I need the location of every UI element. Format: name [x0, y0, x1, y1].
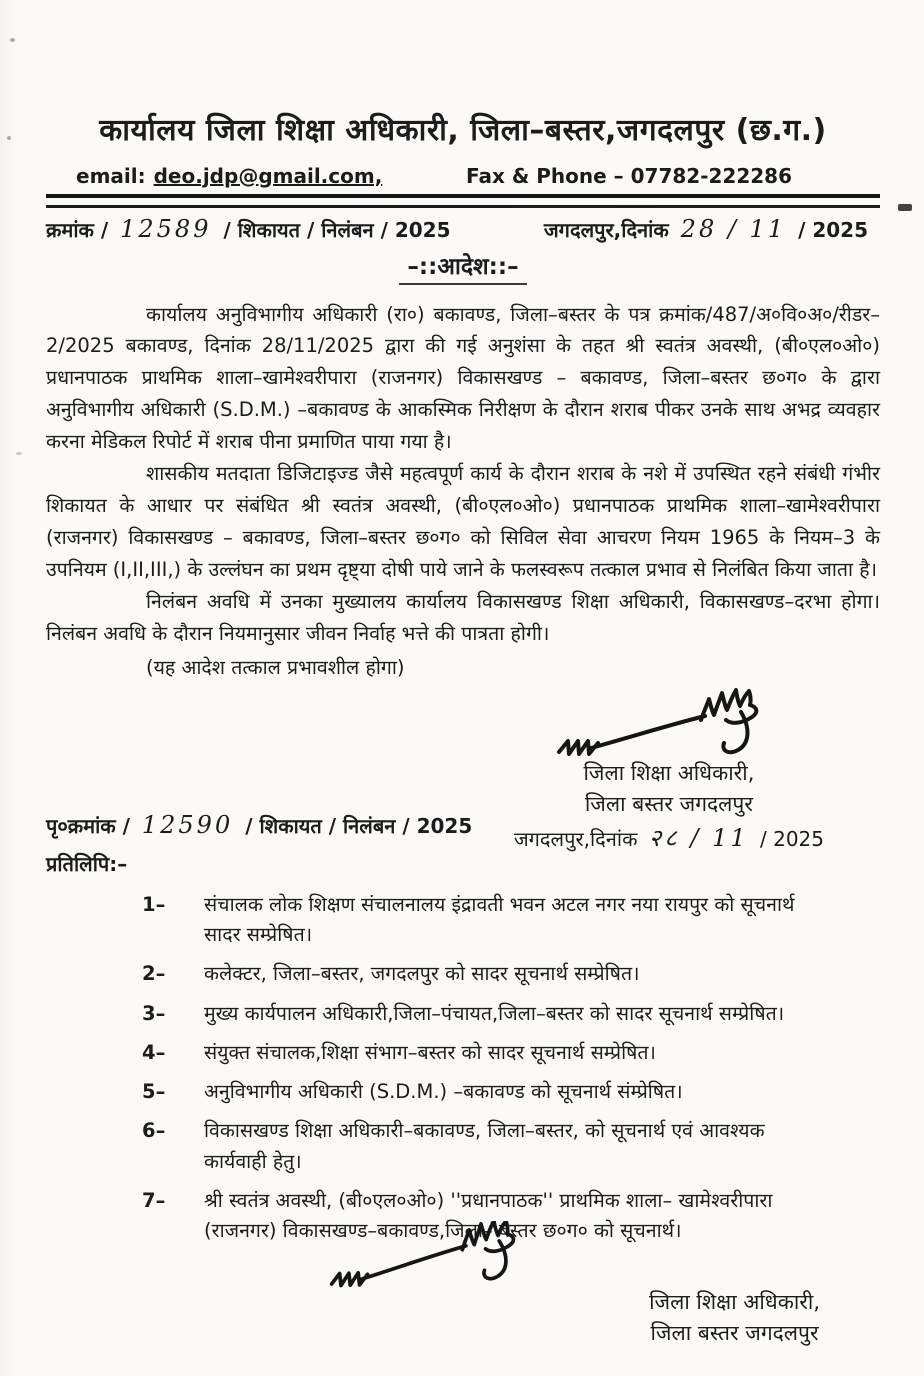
copies-label: प्रतिलिपि:–: [46, 852, 128, 876]
copy-item: [46, 1116, 880, 1176]
office-title: कार्यालय जिला शिक्षा अधिकारी, जिला–बस्तर,जगदलपुर (छ.ग.): [99, 113, 827, 148]
signatory-designation: जिला शिक्षा अधिकारी,: [649, 1290, 820, 1315]
scan-speckle: [7, 136, 11, 140]
signature-text-2: [649, 1287, 820, 1348]
date-handwritten: 28 / 11: [680, 214, 787, 243]
scan-speckle: [10, 38, 15, 42]
ref-prefix: क्रमांक /: [46, 217, 109, 242]
email-label: email:: [76, 163, 146, 188]
date-year-bottom: / 2025: [760, 827, 824, 851]
date-year: / 2025: [798, 217, 868, 242]
ref-bottom-number-handwritten: 12590: [141, 810, 234, 839]
email-line: [76, 164, 382, 188]
copy-item: [46, 890, 880, 950]
copy-item: [46, 1077, 880, 1107]
copy-item: [46, 1038, 880, 1068]
copy-item-number: 5–: [142, 1080, 166, 1104]
copy-list: [46, 890, 880, 1246]
signatory-district: जिला बस्तर जगदलपुर: [584, 791, 753, 816]
ref-bottom-block: [46, 806, 472, 880]
place-date-label-bottom: जगदलपुर,दिनांक: [513, 827, 638, 851]
ref-number-line: [46, 215, 451, 243]
order-body: [46, 299, 880, 685]
copy-item-number: 7–: [142, 1188, 166, 1212]
paragraph-2: शासकीय मतदाता डिजिटाइज्ड जैसे महत्वपूर्ण कार्य के दौरान शराब के नशे में उपस्थित रहने संबंधी गंभीर शिकायत के आधार पर संबंधित श्री स्वतंत्र अवस्थी, (बी०एल०ओ०) प्रधानपाठक प्राथमिक शाला–खामेश्वरीपारा (राजनगर) विकासखण्ड – बकावण्ड, जिला–बस्तर छ०ग० को सिविल सेवा आचरण नियम 1965 के नियम–3 के उपनियम (I,II,III,) के उल्लंघन का प्रथम दृष्ट्या दोषी पाये जाने के फलस्वरूप तत्काल प्रभाव से निलंबित किया जाता है।: [46, 462, 880, 582]
header-rule: [46, 194, 880, 208]
copy-item: [46, 999, 880, 1029]
reference-row-top: [46, 215, 880, 243]
signatory-district: जिला बस्तर जगदलपुर: [650, 1320, 819, 1345]
ref-bottom-suffix: / शिकायत / निलंबन / 2025: [245, 813, 473, 838]
email-address: deo.jdp@gmail.com,: [153, 163, 383, 188]
ref-number-line-bottom: [46, 806, 472, 844]
paragraph-1: कार्यालय अनुविभागीय अधिकारी (रा०) बकावण्ड, जिला–बस्तर के पत्र क्रमांक/487/अ०वि०अ०/रीडर–2/2025 बकावण्ड, दिनांक 28/11/2025 द्वारा की गई अनुशंसा के तहत श्री स्वतंत्र अवस्थी, (बी०एल०ओ०) प्रधानपाठक प्राथमिक शाला–खामेश्वरीपारा (राजनगर) विकासखण्ड – बकावण्ड, जिला–बस्तर छ०ग० के द्वारा अनुविभागीय अधिकारी (S.D.M.) –बकावण्ड के आकस्मिक निरीक्षण के दौरान शराब पीकर उनके साथ अभद्र व्यवहार करना मेडिकल रिपोर्ट में शराब पीना प्रमाणित पाया गया है।: [46, 302, 880, 454]
signature-and-ref-row: [46, 688, 880, 880]
copy-item-number: 2–: [142, 962, 166, 986]
copy-item-number: 3–: [142, 1001, 166, 1025]
paragraph-3: निलंबन अवधि में उनका मुख्यालय कार्यालय विकासखण्ड शिक्षा अधिकारी, विकासखण्ड–दरभा होगा। निलंबन अवधि के दौरान नियमानुसार जीवन निर्वाह भत्ते की पात्रता होगी।: [46, 590, 880, 646]
order-title: –::आदेश::–: [399, 249, 526, 285]
order-title-wrap: [46, 249, 880, 285]
signature-block-1: [514, 688, 824, 854]
contact-row: [46, 164, 880, 188]
copy-item-text: संयुक्त संचालक,शिक्षा संभाग–बस्तर को सादर सूचनार्थ सम्प्रेषित।: [204, 1040, 656, 1064]
scan-speckle: [898, 204, 912, 211]
date-line-top: [544, 215, 868, 243]
copy-item-text: श्री स्वतंत्र अवस्थी, (बी०एल०ओ०) ''प्रधानपाठक'' प्राथमिक शाला– खामेश्वरीपारा (राजनगर) विकासखण्ड–बकावण्ड,जिला– बस्तर छ०ग० को सूचनार्थ।: [204, 1188, 773, 1242]
copy-item-text: संचालक लोक शिक्षण संचालनालय इंद्रावती भवन अटल नगर नया रायपुर को सूचनार्थ सादर सम्प्रेषित।: [204, 893, 795, 947]
scan-speckle: [16, 452, 22, 455]
copy-item-number: 4–: [142, 1040, 166, 1064]
place-date-label: जगदलपुर,दिनांक: [543, 217, 669, 242]
copy-item-number: 1–: [142, 893, 166, 916]
copy-item-text: मुख्य कार्यपालन अधिकारी,जिला–पंचायत,जिला–बस्तर को सादर सूचनार्थ सम्प्रेषित।: [204, 1001, 785, 1025]
copy-item-text: अनुविभागीय अधिकारी (S.D.M.) –बकावण्ड को सूचनार्थ संम्प्रेषित।: [204, 1080, 683, 1104]
ref-suffix: / शिकायत / निलंबन / 2025: [223, 217, 451, 242]
ref-number-handwritten: 12589: [120, 214, 212, 243]
date-handwritten-bottom: २८ / 11: [648, 824, 749, 852]
copy-item-number: 6–: [142, 1119, 166, 1143]
copy-item-text: कलेक्टर, जिला–बस्तर, जगदलपुर को सादर सूचनार्थ सम्प्रेषित।: [204, 962, 640, 986]
signature-scribble: [318, 1221, 548, 1299]
signatory-designation: जिला शिक्षा अधिकारी,: [583, 761, 755, 786]
copy-item: [46, 959, 880, 989]
copy-item-text: विकासखण्ड शिक्षा अधिकारी–बकावण्ड, जिला–बस्तर, को सूचनार्थ एवं आवश्यक कार्यवाही हेतु।: [204, 1119, 765, 1173]
ref-bottom-prefix: पृ०क्रमांक /: [46, 813, 130, 838]
date-line-bottom: [514, 821, 824, 854]
fax-phone: Fax & Phone – 07782-222286: [466, 163, 792, 188]
effective-note: (यह आदेश तत्काल प्रभावशील होगा): [146, 656, 405, 680]
